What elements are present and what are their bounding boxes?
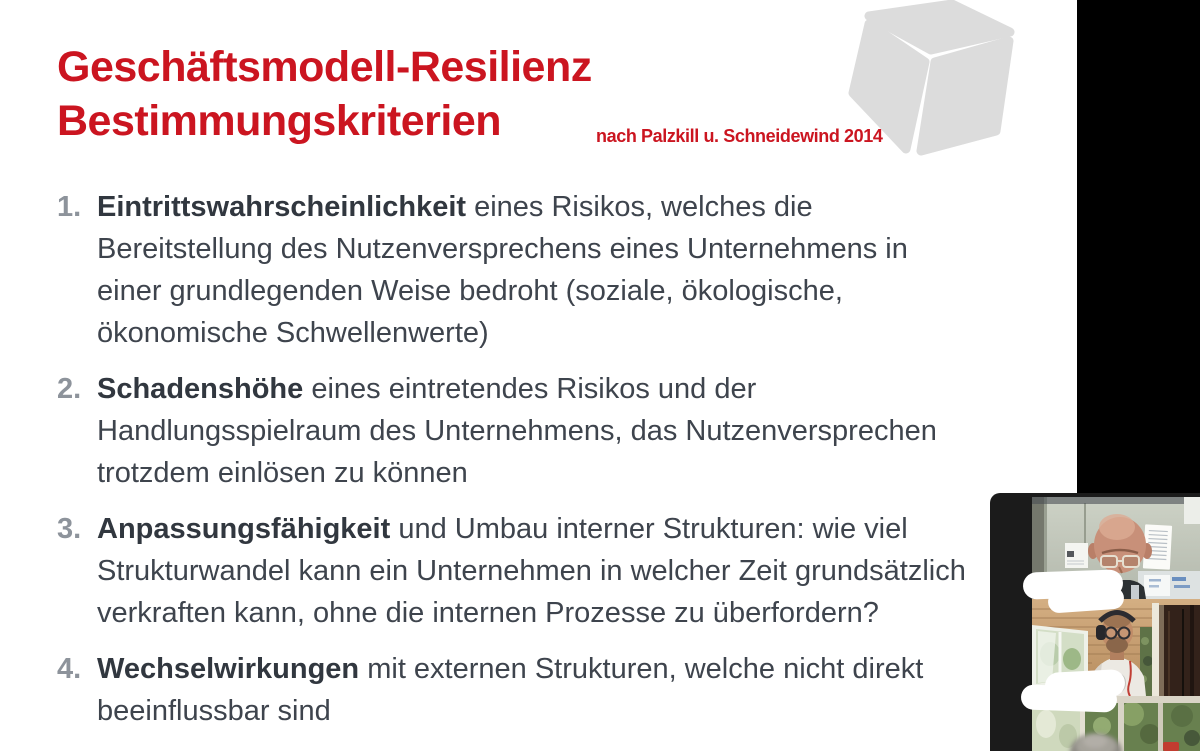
item-keyword: Eintrittswahrscheinlichkeit [97,191,467,223]
item-text-line: Strukturwandel kann ein Unternehmen in welcher Zeit grundsätzlich [97,555,966,587]
item-text-line: Eintrittswahrscheinlichkeit eines Risikos, welches die [97,191,813,223]
criteria-item-3 [57,508,1057,634]
item-number: 4. [57,653,82,685]
criteria-list [57,186,1057,746]
item-number: 3. [57,513,82,545]
slide-title-line2: Bestimmungskriterien [57,97,502,145]
item-keyword: Wechselwirkungen [97,653,360,685]
item-keyword: Anpassungsfähigkeit [97,513,391,545]
item-text-line: Bereitstellung des Nutzenversprechens eines Unternehmens in [97,233,908,265]
slide-title-line1: Geschäftsmodell-Resilienz [57,43,592,91]
participant-video-panel [990,493,1200,751]
item-number: 2. [57,373,82,405]
item-keyword: Schadenshöhe [97,373,304,405]
item-text-line: Anpassungsfähigkeit und Umbau interner Strukturen: wie viel [97,513,908,545]
criteria-item-1 [57,186,1057,354]
criteria-item-2 [57,368,1057,494]
criteria-item-4 [57,648,1057,732]
video-tile-stack [1032,497,1200,751]
item-text-line: Wechselwirkungen mit externen Strukturen, welche nicht direkt [97,653,924,685]
item-text-line: Schadenshöhe eines eintretendes Risikos und der [97,373,757,405]
item-text-line: trotzdem einlösen zu können [97,457,468,489]
item-text-line: beeinflussbar sind [97,695,331,727]
item-number: 1. [57,191,82,223]
item-text-line: verkraften kann, ohne die internen Prozesse zu überfordern? [97,597,879,629]
item-text-line: Handlungsspielraum des Unternehmens, das Nutzenversprechen [97,415,937,447]
slide-title [57,40,592,148]
item-text-line: einer grundlegenden Weise bedroht (soziale, ökologische, [97,275,843,307]
name-redaction-overlay [1021,684,1118,712]
slide-subtitle-citation: nach Palzkill u. Schneidewind 2014 [596,126,883,146]
item-text-line: ökonomische Schwellenwerte) [97,317,489,349]
